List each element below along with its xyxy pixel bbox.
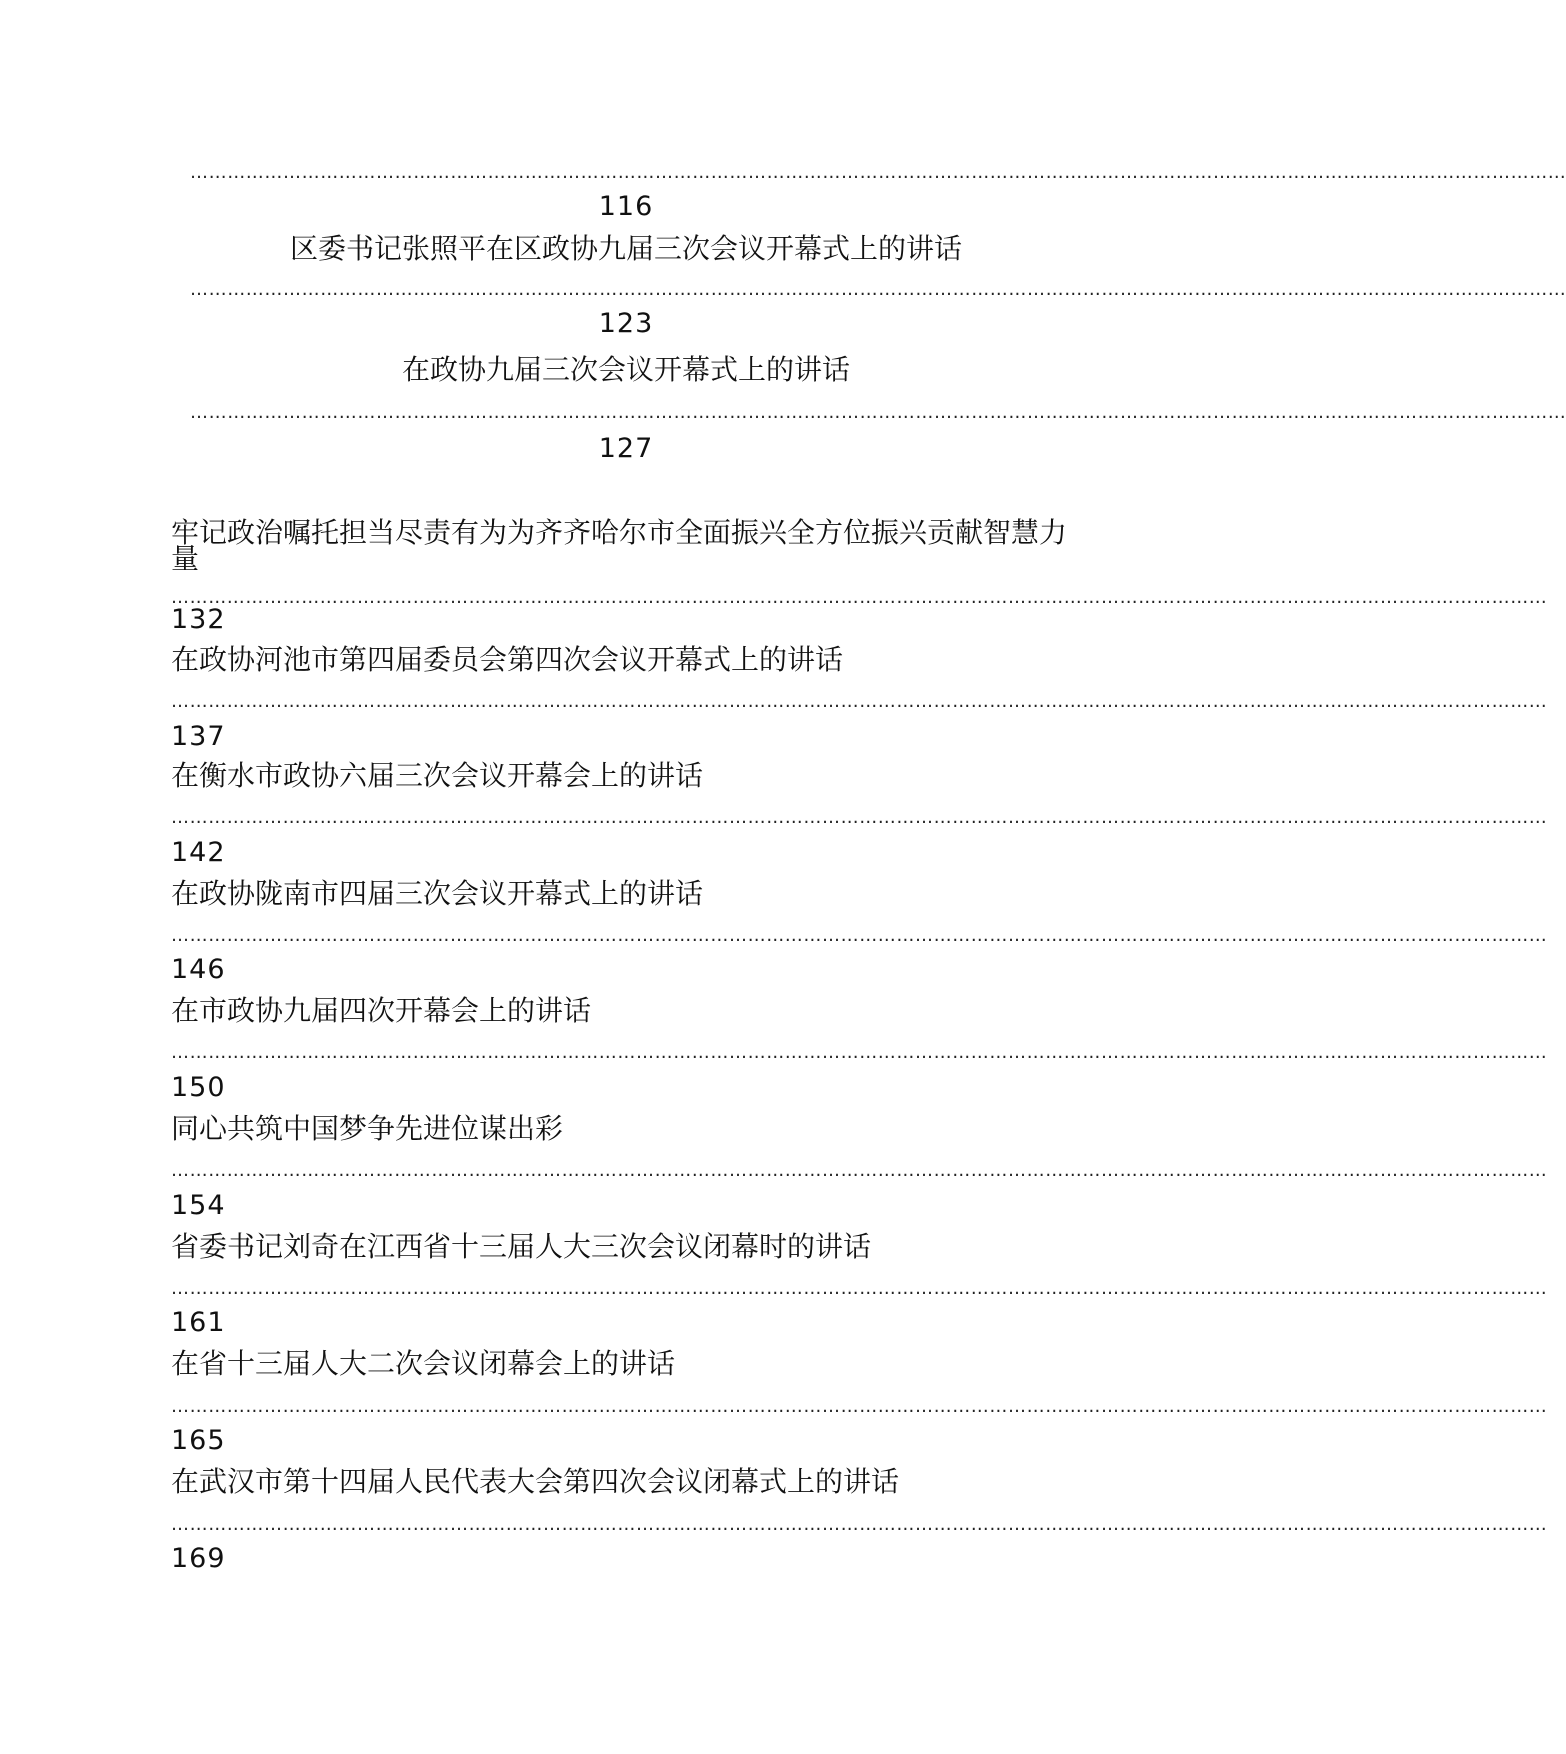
toc-entry-title[interactable]: 在衡水市政协六届三次会议开幕会上的讲话 <box>171 759 704 792</box>
dot-leader: …………………………………………………………………………………………………………………………………………………………………………………………………… <box>171 1396 1548 1417</box>
page-number: 150 <box>171 1072 226 1103</box>
toc-entry-title[interactable]: 在省十三届人大二次会议闭幕会上的讲话 <box>171 1347 676 1380</box>
page-number: 127 <box>598 433 654 464</box>
toc-entry-title[interactable]: 在政协九届三次会议开幕式上的讲话 <box>401 353 850 386</box>
toc-entry-title[interactable]: 在政协河池市第四届委员会第四次会议开幕式上的讲话 <box>171 643 844 676</box>
toc-entry-title[interactable]: 在市政协九届四次开幕会上的讲话 <box>171 994 592 1027</box>
toc-entry-title[interactable]: 区委书记张照平在区政协九届三次会议开幕式上的讲话 <box>289 232 962 265</box>
page-number: 132 <box>171 604 226 635</box>
dot-leader: …………………………………………………………………………………………………………………………………………………………………………………………………… <box>171 1042 1548 1063</box>
dot-leader: …………………………………………………………………………………………………………………………………………………………………………………………………… <box>171 1278 1548 1299</box>
dot-leader: …………………………………………………………………………………………………………………………………………………………………………………………………… <box>171 587 1548 608</box>
toc-entry-title[interactable]: 在武汉市第十四届人民代表大会第四次会议闭幕式上的讲话 <box>171 1465 900 1498</box>
dot-leader: …………………………………………………………………………………………………………………………………………………………………………………………………… <box>190 279 1566 300</box>
page-number: 154 <box>171 1190 226 1221</box>
page-number: 161 <box>171 1307 226 1338</box>
toc-entry-title[interactable]: 同心共筑中国梦争先进位谋出彩 <box>171 1112 564 1145</box>
page-number: 169 <box>171 1543 226 1574</box>
dot-leader: …………………………………………………………………………………………………………………………………………………………………………………………………… <box>171 1514 1548 1535</box>
dot-leader: …………………………………………………………………………………………………………………………………………………………………………………………………… <box>190 402 1566 423</box>
page-number: 123 <box>598 308 654 339</box>
page-number: 146 <box>171 954 226 985</box>
dot-leader: …………………………………………………………………………………………………………………………………………………………………………………………………… <box>171 691 1548 712</box>
dot-leader: …………………………………………………………………………………………………………………………………………………………………………………………………… <box>171 1160 1548 1181</box>
page-number: 137 <box>171 721 226 752</box>
page-number: 116 <box>598 191 654 222</box>
toc-entry-title[interactable]: 牢记政治嘱托担当尽责有为为齐齐哈尔市全面振兴全方位振兴贡献智慧力 量 <box>171 516 1068 575</box>
toc-entry-title[interactable]: 在政协陇南市四届三次会议开幕式上的讲话 <box>171 877 704 910</box>
dot-leader: …………………………………………………………………………………………………………………………………………………………………………………………………… <box>171 807 1548 828</box>
dot-leader: …………………………………………………………………………………………………………………………………………………………………………………………………… <box>171 925 1548 946</box>
dot-leader: …………………………………………………………………………………………………………………………………………………………………………………………………… <box>190 162 1566 183</box>
page-number: 142 <box>171 837 226 868</box>
toc-entry-title[interactable]: 省委书记刘奇在江西省十三届人大三次会议闭幕时的讲话 <box>171 1230 872 1263</box>
page-number: 165 <box>171 1425 226 1456</box>
